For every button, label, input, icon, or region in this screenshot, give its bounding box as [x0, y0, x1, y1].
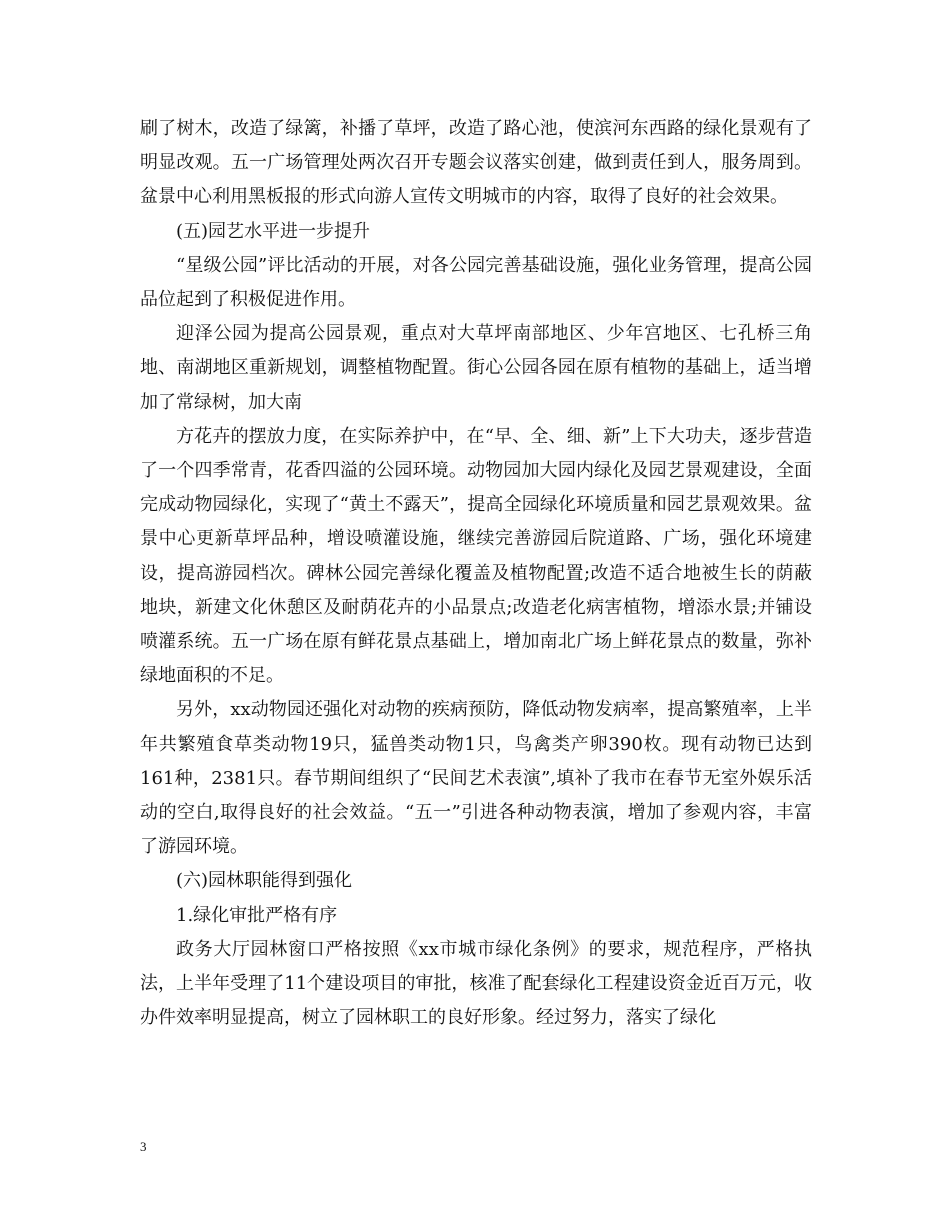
paragraph-continuation: 刷了树木，改造了绿篱，补播了草坪，改造了路心池，使滨河东西路的绿化景观有了明显改观。五一广场管理处两次召开专题会议落实创建，做到责任到人，服务周到。盆景中心利用黑板报的形式向游人宣传文明城市的内容，取得了良好的社会效果。: [140, 118, 812, 208]
paragraph-approval: 政务大厅园林窗口严格按照《xx市城市绿化条例》的要求，规范程序，严格执法，上半年受理了11个建设项目的审批，核准了配套绿化工程建设资金近百万元，收办件效率明显提高，树立了园林职工的良好形象。经过努力，落实了绿化: [140, 938, 812, 1029]
paragraph-yingze-park: 迎泽公园为提高公园景观，重点对大草坪南部地区、少年宫地区、七孔桥三角地、南湖地区重新规划，调整植物配置。街心公园各园在原有植物的基础上，适当增加了常绿树，加大南: [140, 323, 812, 413]
paragraph-star-park: “星级公园”评比活动的开展，对各公园完善基础设施，强化业务管理，提高公园品位起到了积极促进作用。: [140, 254, 812, 311]
section-heading-5: (五)园艺水平进一步提升: [176, 220, 371, 242]
subsection-heading-1: 1.绿化审批严格有序: [176, 904, 338, 926]
page-number: 3: [140, 1139, 147, 1154]
paragraph-flower-display: 方花卉的摆放力度，在实际养护中，在“早、全、细、新”上下大功夫，逐步营造了一个四季常青，花香四溢的公园环境。动物园加大园内绿化及园艺景观建设，全面完成动物园绿化，实现了“黄土不露天”，提高全园绿化环境质量和园艺景观效果。盆景中心更新草坪品种，增设喷灌设施，继续完善游园后院道路、广场，强化环境建设，提高游园档次。碑林公园完善绿化覆盖及植物配置;改造不适合地被生长的荫蔽地块，新建文化休憩区及耐荫花卉的小品景点;改造老化病害植物，增添水景;并铺设喷灌系统。五一广场在原有鲜花景点基础上，增加南北广场上鲜花景点的数量，弥补绿地面积的不足。: [140, 425, 812, 687]
section-heading-6: (六)园林职能得到强化: [176, 870, 353, 892]
paragraph-zoo: 另外，xx动物园还强化对动物的疾病预防，降低动物发病率，提高繁殖率，上半年共繁殖食草类动物19只，猛兽类动物1只，鸟禽类产卵390枚。现有动物已达到161种，2381只。春节期间组织了“民间艺术表演”,填补了我市在春节无室外娱乐活动的空白,取得良好的社会效益。“五一”引进各种动物表演，增加了参观内容，丰富了游园环境。: [140, 699, 812, 858]
document-body: [140, 112, 812, 1035]
